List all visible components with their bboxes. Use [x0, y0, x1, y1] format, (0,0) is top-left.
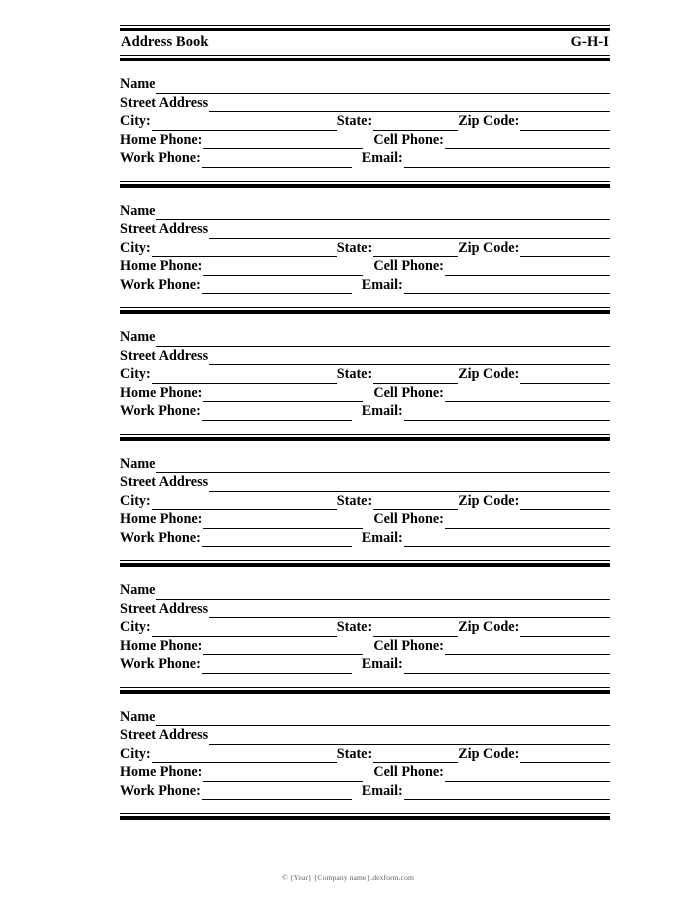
contact-record	[120, 314, 610, 434]
input-home-phone[interactable]	[203, 387, 363, 402]
record-separator	[120, 307, 610, 314]
input-home-phone[interactable]	[203, 261, 363, 276]
row-home-cell-phone	[120, 257, 610, 276]
row-work-phone-email	[120, 529, 610, 548]
contact-record	[120, 441, 610, 561]
input-name[interactable]	[156, 205, 610, 220]
label-street-address: Street Address	[120, 94, 209, 111]
input-cell-phone[interactable]	[445, 134, 610, 149]
row-home-cell-phone	[120, 510, 610, 529]
input-street-address[interactable]	[209, 730, 610, 745]
form-content	[120, 0, 610, 820]
label-city: City:	[120, 619, 151, 635]
row-street-address	[120, 220, 610, 239]
label-home-phone: Home Phone:	[120, 637, 203, 654]
row-name	[120, 328, 610, 347]
input-cell-phone[interactable]	[445, 767, 610, 782]
input-work-phone[interactable]	[202, 785, 352, 800]
record-separator	[120, 181, 610, 188]
label-work-phone: Work Phone:	[120, 782, 201, 799]
input-zip-code[interactable]	[520, 369, 610, 384]
label-name: Name	[120, 582, 156, 598]
label-street-address: Street Address	[120, 474, 209, 490]
label-email: Email:	[361, 150, 403, 166]
label-home-phone: Home Phone:	[120, 384, 203, 401]
input-street-address[interactable]	[209, 97, 610, 112]
input-state[interactable]	[373, 748, 458, 763]
input-state[interactable]	[373, 116, 458, 131]
label-work-phone: Work Phone:	[120, 656, 201, 672]
records-list	[120, 61, 610, 820]
input-street-address[interactable]	[209, 350, 610, 365]
row-city-state-zip	[120, 745, 610, 764]
input-zip-code[interactable]	[520, 748, 610, 763]
label-work-phone: Work Phone:	[120, 403, 201, 419]
input-work-phone[interactable]	[202, 532, 352, 547]
label-cell-phone: Cell Phone:	[373, 258, 444, 274]
input-city[interactable]	[152, 116, 337, 131]
record-separator	[120, 813, 610, 820]
section-label: G-H-I	[570, 34, 609, 50]
row-work-phone-email	[120, 655, 610, 674]
input-email[interactable]	[404, 406, 610, 421]
label-home-phone: Home Phone:	[120, 511, 203, 527]
label-zip-code: Zip Code:	[458, 745, 520, 762]
input-email[interactable]	[404, 532, 610, 547]
label-work-phone: Work Phone:	[120, 150, 201, 166]
input-cell-phone[interactable]	[445, 514, 610, 529]
row-work-phone-email	[120, 782, 610, 801]
input-home-phone[interactable]	[203, 640, 363, 655]
label-state: State:	[336, 619, 373, 635]
label-state: State:	[336, 366, 373, 382]
input-name[interactable]	[156, 79, 610, 94]
input-cell-phone[interactable]	[445, 387, 610, 402]
row-home-cell-phone	[120, 637, 610, 656]
label-home-phone: Home Phone:	[120, 764, 203, 780]
footer-copyright: © {Year} {Company name}.dexform.com	[281, 873, 415, 882]
label-email: Email:	[361, 276, 403, 293]
row-name	[120, 202, 610, 221]
row-city-state-zip	[120, 365, 610, 384]
contact-record	[120, 567, 610, 687]
document-header	[120, 31, 610, 55]
input-work-phone[interactable]	[202, 659, 352, 674]
label-name: Name	[120, 76, 156, 92]
row-street-address	[120, 726, 610, 745]
record-separator	[120, 434, 610, 441]
input-zip-code[interactable]	[520, 495, 610, 510]
label-work-phone: Work Phone:	[120, 276, 201, 293]
row-name	[120, 581, 610, 600]
input-email[interactable]	[404, 279, 610, 294]
row-street-address	[120, 473, 610, 492]
input-home-phone[interactable]	[203, 514, 363, 529]
label-home-phone: Home Phone:	[120, 258, 203, 274]
row-home-cell-phone	[120, 763, 610, 782]
label-email: Email:	[361, 403, 403, 419]
label-email: Email:	[361, 656, 403, 672]
input-street-address[interactable]	[209, 603, 610, 618]
input-work-phone[interactable]	[202, 406, 352, 421]
label-home-phone: Home Phone:	[120, 131, 203, 148]
label-city: City:	[120, 745, 151, 762]
label-city: City:	[120, 366, 151, 382]
page-title: Address Book	[121, 34, 209, 50]
label-name: Name	[120, 202, 156, 219]
label-state: State:	[336, 492, 373, 509]
row-work-phone-email	[120, 149, 610, 168]
label-email: Email:	[361, 529, 403, 546]
row-street-address	[120, 347, 610, 366]
label-city: City:	[120, 492, 151, 509]
label-name: Name	[120, 329, 156, 345]
label-cell-phone: Cell Phone:	[373, 637, 444, 654]
row-name	[120, 455, 610, 474]
input-home-phone[interactable]	[203, 134, 363, 149]
row-work-phone-email	[120, 276, 610, 295]
row-city-state-zip	[120, 492, 610, 511]
contact-record	[120, 61, 610, 181]
input-work-phone[interactable]	[202, 153, 352, 168]
input-city[interactable]	[152, 748, 337, 763]
label-zip-code: Zip Code:	[458, 366, 520, 382]
label-cell-phone: Cell Phone:	[373, 384, 444, 401]
label-email: Email:	[361, 782, 403, 799]
label-zip-code: Zip Code:	[458, 619, 520, 635]
input-email[interactable]	[404, 153, 610, 168]
input-city[interactable]	[152, 242, 337, 257]
label-zip-code: Zip Code:	[458, 492, 520, 509]
input-street-address[interactable]	[209, 224, 610, 239]
input-zip-code[interactable]	[520, 116, 610, 131]
label-work-phone: Work Phone:	[120, 529, 201, 546]
input-cell-phone[interactable]	[445, 261, 610, 276]
label-street-address: Street Address	[120, 600, 209, 617]
label-cell-phone: Cell Phone:	[373, 511, 444, 527]
row-city-state-zip	[120, 618, 610, 637]
row-name	[120, 708, 610, 727]
input-name[interactable]	[156, 332, 610, 347]
record-separator	[120, 560, 610, 567]
input-street-address[interactable]	[209, 477, 610, 492]
input-city[interactable]	[152, 495, 337, 510]
label-cell-phone: Cell Phone:	[373, 764, 444, 780]
input-zip-code[interactable]	[520, 622, 610, 637]
input-name[interactable]	[156, 585, 610, 600]
label-state: State:	[336, 745, 373, 762]
input-city[interactable]	[152, 369, 337, 384]
label-cell-phone: Cell Phone:	[373, 131, 444, 148]
label-name: Name	[120, 455, 156, 472]
input-zip-code[interactable]	[520, 242, 610, 257]
input-state[interactable]	[373, 369, 458, 384]
label-state: State:	[336, 239, 373, 256]
label-street-address: Street Address	[120, 727, 209, 743]
label-street-address: Street Address	[120, 221, 209, 237]
label-zip-code: Zip Code:	[458, 113, 520, 129]
row-home-cell-phone	[120, 131, 610, 150]
row-home-cell-phone	[120, 384, 610, 403]
label-zip-code: Zip Code:	[458, 239, 520, 256]
input-city[interactable]	[152, 622, 337, 637]
input-name[interactable]	[156, 711, 610, 726]
input-cell-phone[interactable]	[445, 640, 610, 655]
label-city: City:	[120, 239, 151, 256]
row-city-state-zip	[120, 112, 610, 131]
contact-record	[120, 188, 610, 308]
input-email[interactable]	[404, 785, 610, 800]
label-street-address: Street Address	[120, 347, 209, 364]
input-state[interactable]	[373, 242, 458, 257]
input-email[interactable]	[404, 659, 610, 674]
label-name: Name	[120, 708, 156, 725]
row-street-address	[120, 94, 610, 113]
contact-record	[120, 694, 610, 814]
row-name	[120, 75, 610, 94]
row-work-phone-email	[120, 402, 610, 421]
input-state[interactable]	[373, 495, 458, 510]
input-home-phone[interactable]	[203, 767, 363, 782]
row-street-address	[120, 600, 610, 619]
label-city: City:	[120, 113, 151, 129]
record-separator	[120, 687, 610, 694]
input-state[interactable]	[373, 622, 458, 637]
label-state: State:	[336, 113, 373, 129]
input-work-phone[interactable]	[202, 279, 352, 294]
row-city-state-zip	[120, 239, 610, 258]
input-name[interactable]	[156, 458, 610, 473]
